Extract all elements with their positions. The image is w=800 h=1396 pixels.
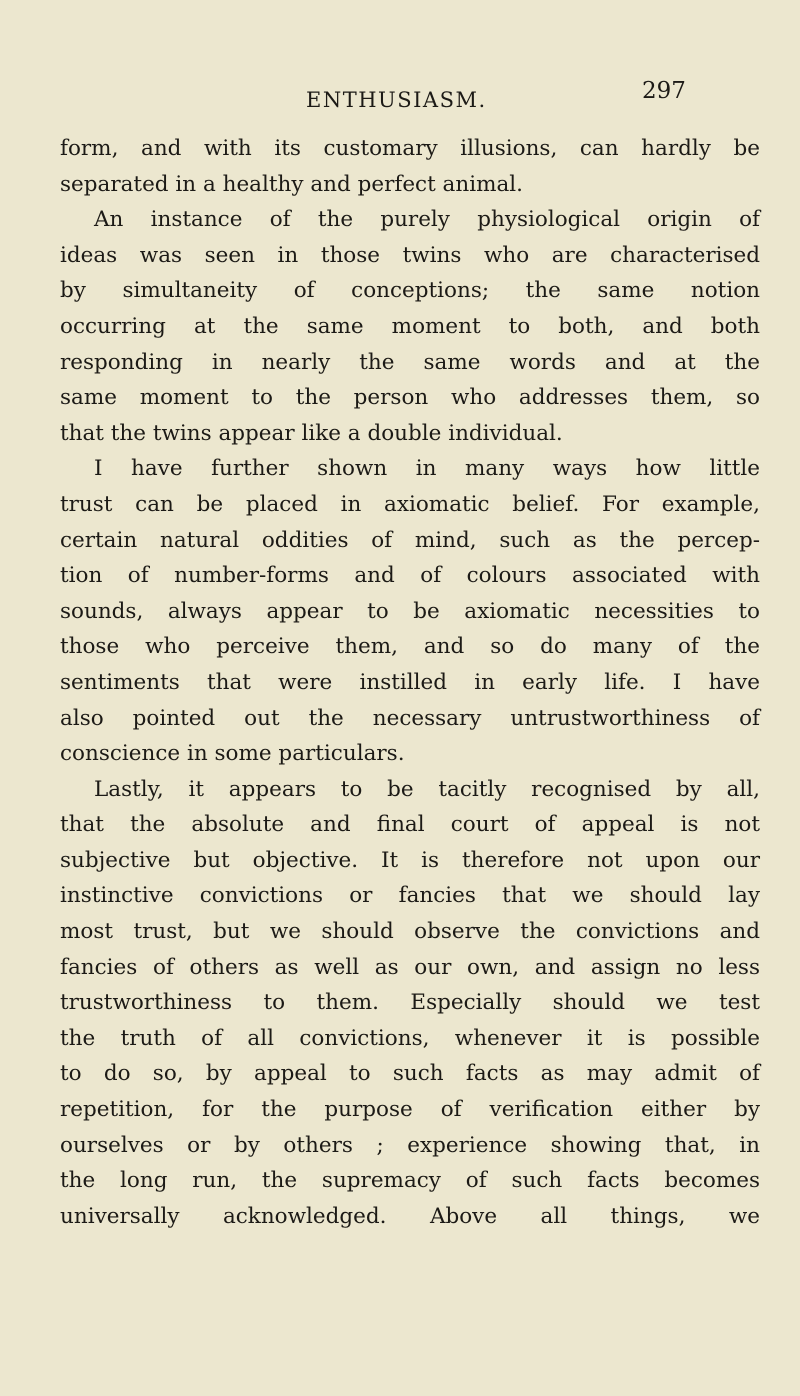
text-line: to do so, by appeal to such facts as may admit of [60, 1061, 760, 1087]
text-line: separated in a healthy and perfect animal. [60, 171, 524, 197]
text-line: instinctive convictions or fancies that we should lay [60, 883, 760, 909]
text-line: universally acknowledged. Above all things, we [60, 1203, 760, 1229]
text-line: occurring at the same moment to both, and both [60, 313, 760, 339]
text-line: tion of number-forms and of colours associated with [60, 563, 760, 589]
text-line: fancies of others as well as our own, and assign no less [60, 954, 760, 980]
text-line: conscience in some particulars. [60, 741, 405, 767]
text-line: that the absolute and final court of appeal is not [60, 812, 760, 838]
page-number: 297 [642, 78, 686, 104]
text-line: subjective but objective. It is therefore not upon our [60, 847, 760, 873]
text-line: trust can be placed in axiomatic belief. For example, [60, 491, 760, 517]
text-line: those who perceive them, and so do many of the [60, 634, 760, 660]
text-line: also pointed out the necessary untrustworthiness of [60, 705, 760, 731]
text-line: repetition, for the purpose of verification either by [60, 1097, 760, 1123]
text-line: trustworthiness to them. Especially should we test [60, 990, 760, 1016]
text-line: sentiments that were instilled in early life. I have [60, 669, 760, 695]
text-line: the long run, the supremacy of such facts becomes [60, 1168, 760, 1194]
running-head: ENTHUSIASM. [306, 88, 487, 112]
text-line: certain natural oddities of mind, such as the percep- [60, 527, 760, 553]
text-line: sounds, always appear to be axiomatic necessities to [60, 598, 760, 624]
text-line: ourselves or by others ; experience showing that, in [60, 1132, 760, 1158]
text-line: the truth of all convictions, whenever it is possible [60, 1025, 760, 1051]
text-line: I have further shown in many ways how little [94, 456, 760, 482]
body-text [60, 131, 760, 1234]
text-line: Lastly, it appears to be tacitly recognised by all, [94, 776, 760, 802]
text-line: An instance of the purely physiological origin of [94, 207, 760, 233]
text-line: form, and with its customary illusions, can hardly be [60, 136, 760, 161]
text-line: same moment to the person who addresses them, so [60, 385, 760, 411]
text-line: most trust, but we should observe the convictions and [60, 919, 760, 945]
text-line: ideas was seen in those twins who are characterised [60, 242, 760, 268]
text-line: by simultaneity of conceptions; the same notion [60, 278, 760, 304]
page-header [0, 78, 800, 114]
text-line: that the twins appear like a double individual. [60, 420, 563, 446]
text-line: responding in nearly the same words and at the [60, 349, 760, 375]
